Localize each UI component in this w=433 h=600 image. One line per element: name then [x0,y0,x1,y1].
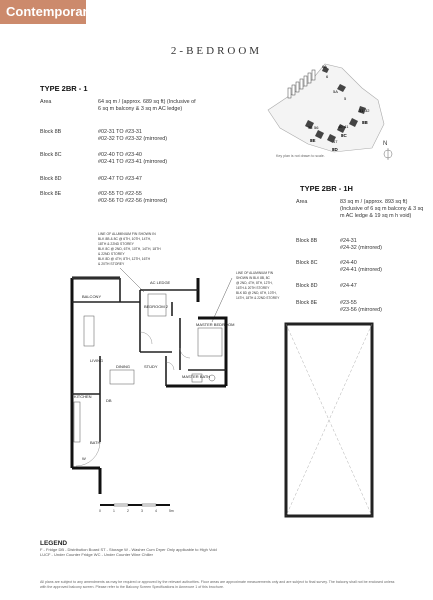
key-plan-label: 5 [344,96,347,101]
block-unit: #02-32 TO #23-32 (mirrored) [98,136,168,142]
key-plan-label: 8C [341,133,347,138]
north-arrow-icon [381,138,395,162]
key-plan-label: 6 [326,74,329,79]
room-label: STUDY [144,364,158,369]
svg-text:N: N [383,141,388,147]
type-2br1-title: TYPE 2BR - 1 [40,84,88,93]
fin-note-left: LINE OF ALUMINIUM FIN SHOWN IN BLK 8B & 8C @ 6TH, 10TH, 14TH, 18TH & 22ND STOREY BLK 8C @ 2ND, 6TH, 10TH, 14TH, 18TH & 22ND STOREY BLK 8D @ 4TH, 8TH, 12TH, 16TH & 20TH STOREY [98,232,161,266]
block-label: Block 8E [296,300,318,306]
key-plan-label: 31 [359,108,364,113]
area-label: Area [296,199,308,205]
block-unit: #02-47 TO #23-47 [98,176,142,182]
room-label: AC LEDGE [150,280,171,285]
block-label: Block 8D [40,176,62,182]
block-unit: #23-56 (mirrored) [340,307,382,313]
block-unit: #02-56 TO #22-56 (mirrored) [98,198,168,204]
room-label: DINING [116,364,130,369]
room-label: KITCHEN [74,394,92,399]
scale-tick: 5m [169,509,174,513]
block-label: Block 8C [40,152,62,158]
area-value: 64 sq m / (approx. 689 sq ft) (Inclusive of 6 sq m balcony & 3 sq m AC ledge) [98,99,196,112]
key-plan-label: 56 [314,125,319,130]
floor-plan [60,232,290,532]
fin-note-right: LINE OF ALUMINIUM FIN SHOWN IN BLK 8B, 8C @ 2ND, 4TH, 8TH, 12TH, 16TH & 20TH STOREY BLK 8D @ 2ND, 6TH, 10TH, 14TH, 18TH & 22ND STOREY [236,271,280,300]
legend [40,540,370,557]
key-plan-label: 6A [322,64,327,69]
scale-tick: 3 [141,509,143,513]
disclaimer-notes: All plans are subject to any amendments as may be required or approved by the relevant authorities. Floor areas are approximate measurements only and are subject to final survey. The balcony shall not be enclosed unless with the approved balcony screen. Please refer to the Balcony Screen Specifications in Annexure 1 of this brochure. [40,580,395,589]
block-unit: #02-31 TO #23-31 [98,129,142,135]
room-label: LIVING [90,358,104,363]
room-label: BALCONY [82,294,102,299]
block-label: Block 8B [40,129,62,135]
block-unit: #02-55 TO #22-55 [98,191,142,197]
key-plan-label: 40 [338,124,343,129]
area-label: Area [40,99,52,105]
scale-bar [99,504,174,513]
block-unit: #24-32 (mirrored) [340,245,382,251]
brand-tag: Contemporary [0,0,86,24]
legend-title: LEGEND [40,540,68,547]
room-label: BEDROOM 2 [144,304,169,309]
scale-tick: 1 [113,509,115,513]
key-plan-label: 5A [333,89,338,94]
area-value: 83 sq m / (approx. 893 sq ft) (Inclusive of 6 sq m balcony & 3 sq m AC ledge & 19 sq m h void) [340,199,424,219]
key-plan-label: 47 [333,139,338,144]
void-plan [280,322,380,522]
key-plan-label: 8E [310,138,316,143]
scale-tick: 2 [127,509,129,513]
legend-line: F - Fridge DB - Distribution Board ST - Storage W - Washer Cum Dryer Only applicable to High Void [40,547,217,552]
key-plan-label: 8D [332,147,338,152]
room-label: W [82,456,86,461]
key-plan-label: 41 [344,124,349,129]
block-unit: #24-47 [340,283,357,289]
block-unit: #23-55 [340,300,357,306]
page-title: 2-BEDROOM [170,45,263,57]
key-plan-caption: Key plan is not drawn to scale. [276,154,325,158]
block-unit: #02-40 TO #23-40 [98,152,142,158]
block-label: Block 8E [40,191,62,197]
key-plan [250,62,390,154]
key-plan-label: 8B [362,120,368,125]
scale-tick: 0 [99,509,101,513]
key-plan-label: 32 [365,108,370,113]
room-label: MASTER BATH [182,374,211,379]
block-label: Block 8C [296,260,318,266]
block-unit: #24-31 [340,238,357,244]
scale-tick: 4 [155,509,157,513]
room-label: BATH [90,440,101,445]
block-unit: #24-40 [340,260,357,266]
legend-line: LUCF - Under Counter Fridge WC - Under Counter Wine Chiller [40,552,153,557]
room-label: DB [106,398,112,403]
block-label: Block 8D [296,283,318,289]
block-unit: #24-41 (mirrored) [340,267,382,273]
key-plan-label: 55 [308,125,313,130]
block-unit: #02-41 TO #23-41 (mirrored) [98,159,168,165]
room-label: MASTER BEDROOM [196,322,235,327]
type-2br1h-title: TYPE 2BR - 1H [300,184,353,193]
block-label: Block 8B [296,238,318,244]
